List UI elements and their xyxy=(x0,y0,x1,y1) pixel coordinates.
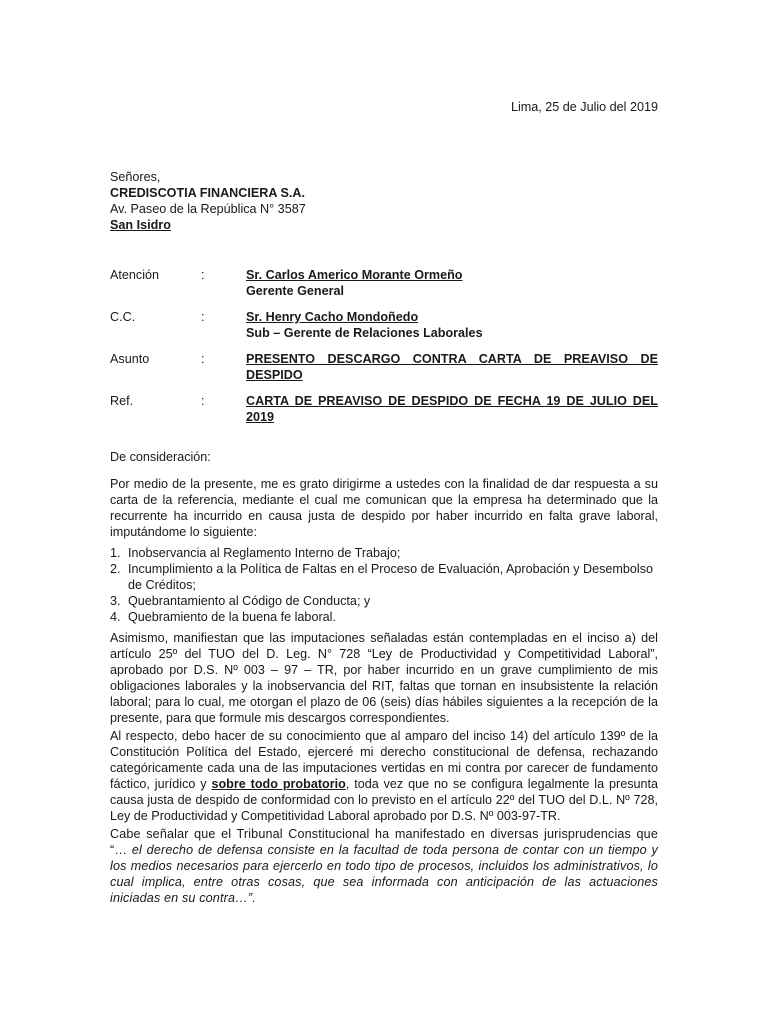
ref-label: Ref. xyxy=(110,394,134,408)
imputation-list xyxy=(110,545,658,625)
attention-colon: : xyxy=(201,268,205,282)
list-item: 1. Inobservancia al Reglamento Interno de Trabajo; xyxy=(110,546,401,560)
attention-row xyxy=(110,267,658,299)
company-district: San Isidro xyxy=(110,218,171,232)
cc-role: Sub – Gerente de Relaciones Laborales xyxy=(246,326,483,340)
list-item: 4. Quebramiento de la buena fe laboral. xyxy=(110,610,336,624)
subject-row xyxy=(110,351,658,383)
attention-value xyxy=(246,267,658,299)
cc-name: Sr. Henry Cacho Mondoñedo xyxy=(246,310,419,324)
company-name: CREDISCOTIA FINANCIERA S.A. xyxy=(110,186,305,200)
recipient-block xyxy=(110,169,306,233)
letter-date: Lima, 25 de Julio del 2019 xyxy=(510,100,658,114)
company-address: Av. Paseo de la República N° 3587 xyxy=(110,202,306,216)
ref-colon: : xyxy=(201,394,205,408)
list-item: 3. Quebrantamiento al Código de Conducta; y xyxy=(110,594,371,608)
cc-label: C.C. xyxy=(110,310,136,324)
salutation: Señores, xyxy=(110,170,161,184)
attention-role: Gerente General xyxy=(246,284,344,298)
ref-row xyxy=(110,393,658,425)
cc-row xyxy=(110,309,658,341)
subject-colon: : xyxy=(201,352,205,366)
tribunal-quote: el derecho de defensa consiste en la facultad de toda persona de contar con un tiempo y los medios necesarios para ejercerlo en todo tipo de procesos, incluidos los administrativos, lo cual implica, entre otras cosas, que sea informada con anticipación de las actuaciones iniciadas en su contra…”. xyxy=(110,843,658,905)
subject-value: PRESENTO DESCARGO CONTRA CARTA DE PREAVISO DE DESPIDO xyxy=(246,352,658,382)
paragraph-tribunal: Cabe señalar que el Tribunal Constitucional ha manifestado en diversas jurisprudencias que “… el derecho de defensa consiste en la facultad de toda persona de contar con un tiempo y los medios necesarios para ejercerlo en todo tipo de procesos, incluidos los administrativos, lo cual implica, entre otras cosas, que sea informada con anticipación de las actuaciones iniciadas en su contra…”. xyxy=(110,827,658,905)
paragraph-intro: Por medio de la presente, me es grato dirigirme a ustedes con la finalidad de dar respuesta a su carta de la referencia, mediante el cual me comunican que la empresa ha determinado que la recurrente ha incurrido en causa justa de despido por haber incurrido en falta grave laboral, imputándome lo siguiente: xyxy=(110,477,658,539)
list-item: 2. Incumplimiento a la Política de Faltas en el Proceso de Evaluación, Aprobación y Desembolso de Créditos; xyxy=(110,562,654,592)
cc-colon: : xyxy=(201,310,205,324)
ref-value: CARTA DE PREAVISO DE DESPIDO DE FECHA 19 DE JULIO DEL 2019 xyxy=(246,394,658,424)
attention-label: Atención xyxy=(110,268,160,282)
paragraph-defense: Al respecto, debo hacer de su conocimiento que al amparo del inciso 14) del artículo 139º de la Constitución Política del Estado, ejerceré mi derecho constitucional de defensa, rechazando categóricamente cada una de las imputaciones vertidas en mi contra por carecer de fundamento fáctico, jurídico y sobre todo probatorio, toda vez que no se configura legalmente la presunta causa justa de despido de conformidad con lo previsto en el artículo 22º del TUO del D.L. Nº 728, Ley de Productividad y Competitividad Laboral aprobado por D.S. Nº 003-97-TR. xyxy=(110,729,659,823)
subject-label: Asunto xyxy=(110,352,150,366)
greeting: De consideración: xyxy=(110,450,211,464)
attention-name: Sr. Carlos Americo Morante Ormeño xyxy=(246,268,463,282)
paragraph-imputations: Asimismo, manifiestan que las imputaciones señaladas están contempladas en el inciso a) del artículo 25º del TUO del D. Leg. N° 728 “Ley de Productividad y Competitividad Laboral”, aprobado por D.S. Nº 003 – 97 – TR, por haber incurrido en un grave cumplimiento de mis obligaciones laborales y la inobservancia del RIT, faltas que tornan en insubsistente la relación laboral; para lo cual, me otorgan el plazo de 06 (seis) días hábiles siguientes a la recepción de la presente, para que formule mis descargos correspondientes. xyxy=(110,631,658,725)
emphasis-probatorio: sobre todo probatorio xyxy=(211,777,346,791)
cc-value xyxy=(246,309,658,341)
